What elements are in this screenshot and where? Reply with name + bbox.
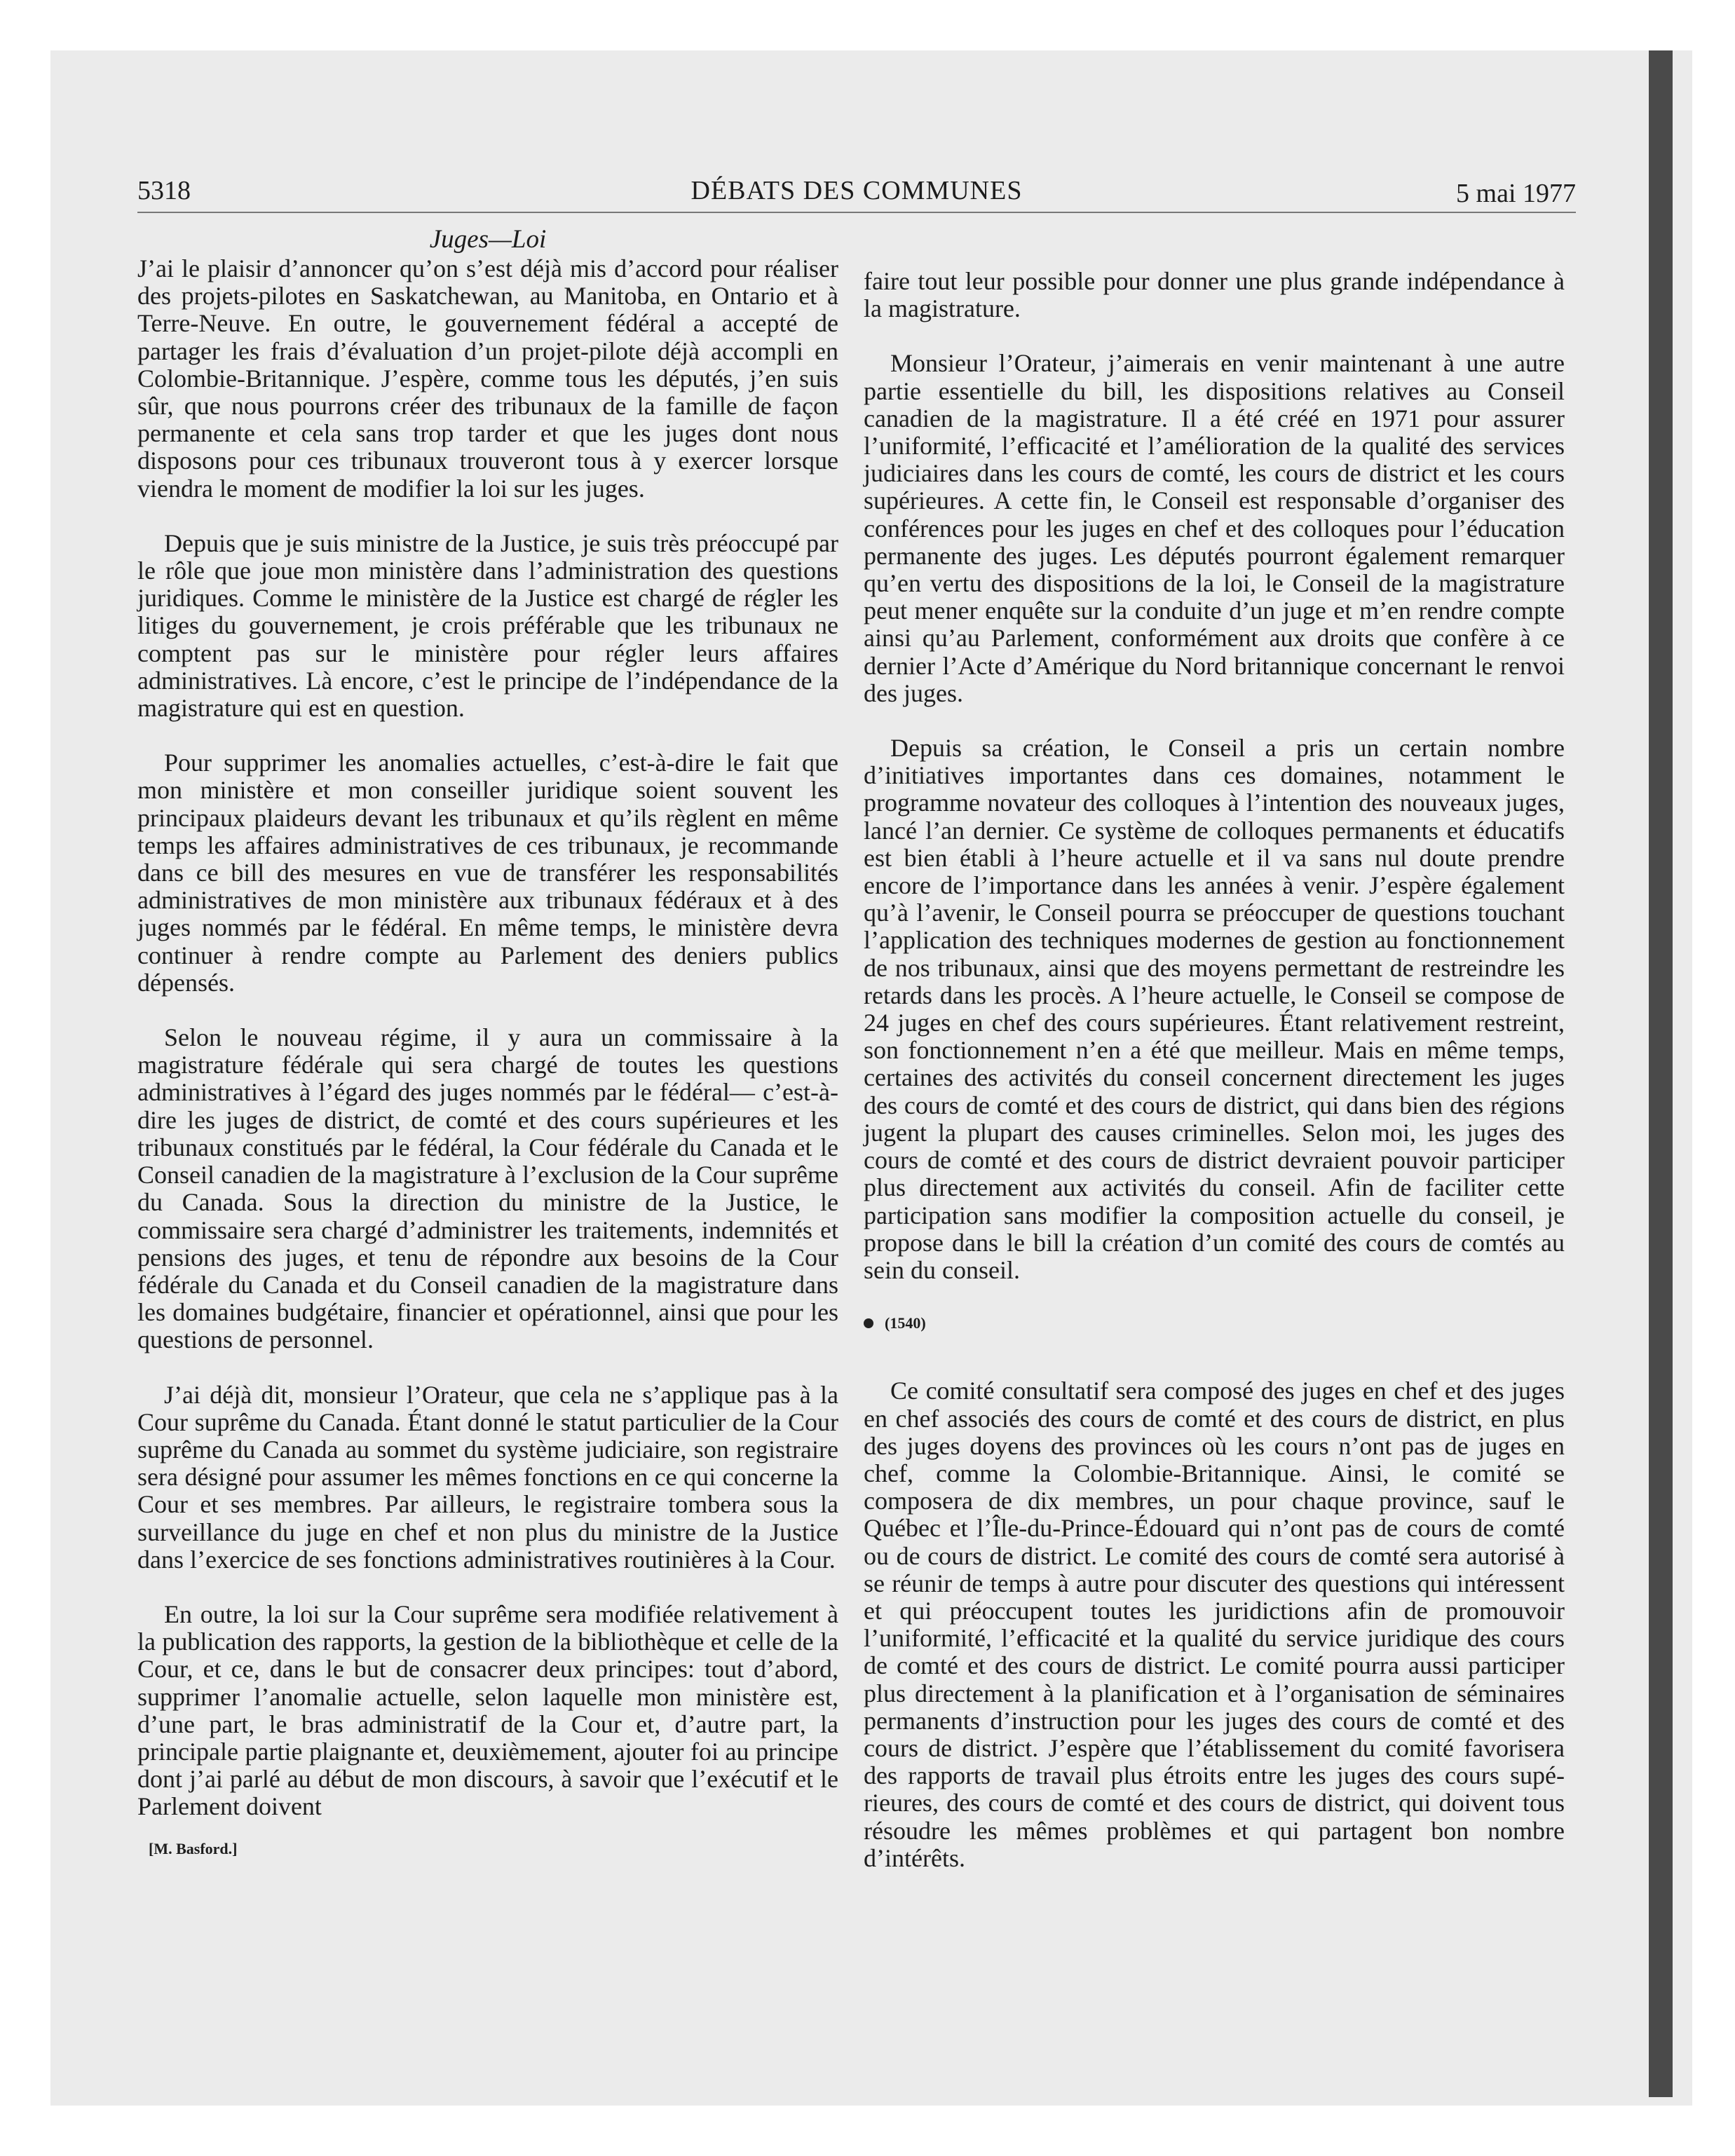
time-marker-label: (1540) [885, 1314, 926, 1332]
paragraph: Ce comité consultatif sera composé des juges en chef et des juges en chef associés des cours de comté et des cours de district, en plus des juges doyens des provinces où les cours n’ont pas de juges en chef, comme la Colombie-Britannique. Ainsi, le comité se composera de dix membres, un pour chaque province, sauf le Québec et l’Île-du-Prince-Édouard qui n’ont pas de cours de comté ou de cours de district. Le comité des cours de comté sera autorisé à se réunir de temps à autre pour discuter des questions qui intéressent et qui préoccupent toutes les juridictions afin de promouvoir l’uniformité, l’efficacité et la qualité du service juridique des cours de comté et des cours de district. Le comité pourra aussi participer plus directement à la planification et à l’organisation de séminaires permanents d’instruction pour les juges des cours de comté et des cours de district. J’espère que l’établissement du comité favorisera des rapports de travail plus étroits entre les juges des cours supérieures, des cours de comté et des cours de district, qui doivent tous résoudre les mêmes problèmes et qui partagent bon nombre d’intérêts. [864, 1377, 1565, 1872]
time-marker [864, 1309, 1565, 1337]
journal-title: DÉBATS DES COMMUNES [690, 176, 1023, 205]
section-title: Juges—Loi [429, 225, 547, 254]
paragraph: faire tout leur possible pour donner une plus grande indépendance à la magistrature. [864, 267, 1565, 323]
page-header [137, 172, 1576, 213]
paragraph: En outre, la loi sur la Cour suprême sera modifiée relativement à la publication des rapports, la gestion de la bibliothèque et celle de la Cour, et ce, dans le but de consacrer deux principes: tout d’abord, supprimer l’anomalie actuelle, selon laquelle mon ministère est, d’une part, le bras administratif de la Cour et, d’autre part, la principale partie plaignante et, deuxièmement, ajouter foi au principe dont j’ai parlé au début de mon discours, à savoir que l’exécutif et le Parlement doivent [137, 1599, 838, 1821]
paragraph: Depuis que je suis ministre de la Justice, je suis très préoccupé par le rôle que joue mon ministère dans l’administration des questions juridiques. Comme le ministère de la Justice est chargé de régler les litiges du gouvernement, je crois préférable que les tribunaux ne comptent pas sur le ministère pour régler leurs affaires administratives. Là encore, c’est le principe de l’indépendance de la magistrature qui est en question. [137, 528, 838, 723]
paragraph: Selon le nouveau régime, il y aura un commissaire à la magistrature fédérale qui sera chargé de toutes les questions administratives à l’égard des juges nommés par le fédéral— c’est-à-dire les juges de district, de comté et des cours supérieures et les tribunaux constitués par le fédéral, la Cour fédérale du Canada et le Conseil canadien de la magistrature à l’exclusion de la Cour suprême du Canada. Sous la direction du ministre de la Justice, le commissaire sera chargé d’administrer les traitements, indemnités et pensions des juges, et tenu de répondre aux besoins de la Cour fédérale du Canada et du Conseil canadien de la magistrature dans les domaines budgétaire, financier et opérationnel, ainsi que pour les questions de personnel. [137, 1023, 838, 1354]
paragraph: Monsieur l’Orateur, j’aimerais en venir maintenant à une autre partie essentielle du bill, les dispositions relatives au Conseil canadien de la magistrature. Il a été créé en 1971 pour assurer l’uniformité, l’efficacité et l’amélioration de la qualité des services judiciaires dans les cours de comté, les cours de district et les cours supérieures. A cette fin, le Conseil est responsable d’organiser des conférences pour les juges en chef et des colloques pour l’éducation permanente des juges. Les députés pourront également remarquer qu’en vertu des dispositions de la loi, le Conseil de la magistrature peut mener enquête sur la conduite d’un juge et m’en rendre compte ainsi qu’au Parlement, conformément aux droits que confère à ce dernier l’Acte d’Amérique du Nord britannique concernant le renvoi des juges. [864, 349, 1565, 707]
bullet-icon [864, 1318, 873, 1328]
speaker-attribution: [M. Basford.] [149, 1839, 238, 1857]
right-column [864, 268, 1565, 1872]
paragraph: J’ai le plaisir d’annoncer qu’on s’est déjà mis d’accord pour réaliser des projets-pilotes en Saskatchewan, au Manitoba, en Ontario et à Terre-Neuve. En outre, le gouvernement fédéral a accepté de partager les frais d’évaluation d’un projet-pilote déjà accompli en Colombie-Britannique. J’espère, comme tous les députés, j’en suis sûr, que nous pourrons créer des tribunaux de la famille de façon permanente et cela sans trop tarder et que les juges dont nous disposons pour ces tribunaux trouveront tous à y exercer lorsque viendra le moment de modifier la loi sur les juges. [137, 254, 838, 503]
scan-edge-bar [1649, 50, 1673, 2097]
issue-date: 5 mai 1977 [1456, 179, 1576, 208]
paragraph: Pour supprimer les anomalies actuelles, c’est-à-dire le fait que mon ministère et mon conseiller juridique soient souvent les principaux plaideurs devant les tribunaux et qu’ils règlent en même temps les affaires administratives de ces tribunaux, je recommande dans ce bill des mesures en vue de transférer les responsabilités administratives de mon ministère aux tribunaux fédéraux et à des juges nommés par le fédéral. En même temps, le ministère devra continuer à rendre compte au Parlement des deniers publics dépensés. [137, 749, 838, 997]
left-column [137, 226, 838, 1862]
paragraph: Depuis sa création, le Conseil a pris un certain nombre d’initiatives importantes dans ces domaines, notamment le programme novateur des colloques à l’intention des nouveaux juges, lancé l’an dernier. Ce système de colloques permanents et éducatifs est bien établi à l’heure actuelle et il va sans nul doute prendre encore de l’importance dans les années à venir. J’espère également qu’à l’avenir, le Conseil pourra se préoccuper de questions touchant l’application des techniques modernes de gestion au fonctionnement de nos tribunaux, ainsi que des moyens permettant de restreindre les retards dans les procès. A l’heure actuelle, le Conseil se compose de 24 juges en chef des cours supérieures. Étant relativement restreint, son fonctionnement n’en a été que meilleur. Mais en même temps, certaines des activités du conseil concernent directement les juges des cours de comté et des cours de district, qui dans bien des régions jugent la plupart des causes criminelles. Selon moi, les juges des cours de comté et des cours de district devraient pouvoir participer plus directement aux activités du conseil. Afin de faciliter cette participation sans modifier la composition actuelle du conseil, je propose dans le bill la création d’un comité des cours de comtés au sein du conseil. [864, 734, 1565, 1284]
paragraph: J’ai déjà dit, monsieur l’Orateur, que cela ne s’applique pas à la Cour suprême du Canada. Étant donné le statut particulier de la Cour suprême du Canada au sommet du système judiciaire, son registraire sera désigné pour assumer les mêmes fonctions en ce qui concerne la Cour et ses membres. Par ailleurs, le registraire tombera sous la surveillance du juge en chef et non plus du ministre de la Justice dans l’exercice de ses fonctions administratives routinières à la Cour. [137, 1380, 838, 1574]
page-number: 5318 [137, 176, 191, 205]
